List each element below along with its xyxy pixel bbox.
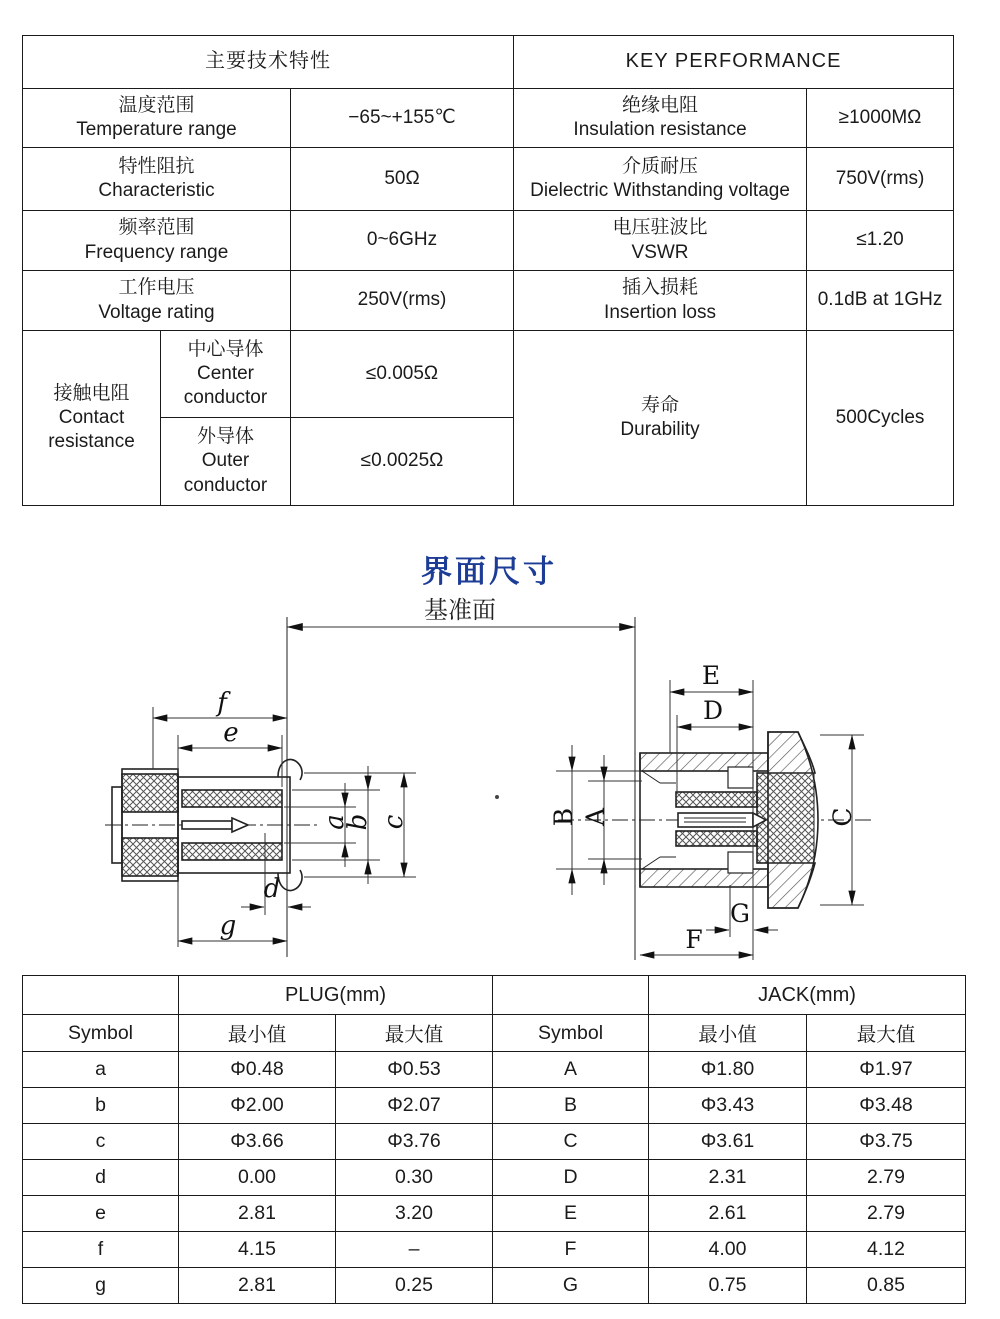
label-zh: 特性阻抗 <box>118 155 195 177</box>
label-zh: 频率范围 <box>118 217 195 239</box>
dim-label-b: b <box>343 813 373 831</box>
plug-group-header: PLUG(mm) <box>179 976 493 1015</box>
dim-label-C: C <box>828 807 857 827</box>
symbol-cell: B <box>493 1088 649 1124</box>
col-header-max: 最大值 <box>807 1015 966 1052</box>
jack-body-hatch-top <box>768 732 815 773</box>
dim-label-B: B <box>549 807 578 827</box>
label-en: Dielectric Withstanding voltage <box>530 180 790 201</box>
spec-header-left: 主要技术特性 <box>23 36 514 89</box>
max-cell: Φ1.97 <box>807 1052 966 1088</box>
spec-value: ≤1.20 <box>807 211 954 271</box>
label-en: Frequency range <box>84 241 229 263</box>
table-row <box>23 1124 966 1160</box>
max-cell: Φ3.48 <box>807 1088 966 1124</box>
spec-row-voltage <box>23 271 954 331</box>
symbol-cell: e <box>23 1196 179 1232</box>
max-cell: 3.20 <box>336 1196 493 1232</box>
spec-row-impedance <box>23 148 954 211</box>
spec-value: 50Ω <box>291 148 514 211</box>
dim-label-f: f <box>217 688 227 718</box>
label-en: Center <box>196 362 255 384</box>
symbol-cell: b <box>23 1088 179 1124</box>
interface-dimension-drawing <box>0 585 1000 970</box>
symbol-cell: C <box>493 1124 649 1160</box>
dim-column-header-row <box>23 1015 966 1052</box>
max-cell: 2.79 <box>807 1196 966 1232</box>
min-cell: 2.31 <box>649 1160 807 1196</box>
spec-label <box>23 211 291 271</box>
symbol-cell: F <box>493 1232 649 1268</box>
dim-label-A: A <box>581 807 610 827</box>
spec-label <box>23 271 291 331</box>
min-cell: Φ3.43 <box>649 1088 807 1124</box>
dim-group-header-row <box>23 976 966 1015</box>
symbol-cell: D <box>493 1160 649 1196</box>
jack-socket <box>678 813 753 827</box>
plug-drawing <box>105 759 318 890</box>
max-cell: Φ2.07 <box>336 1088 493 1124</box>
max-cell: 0.30 <box>336 1160 493 1196</box>
dim-label-a: a <box>320 814 350 830</box>
symbol-cell: f <box>23 1232 179 1268</box>
symbol-cell: g <box>23 1268 179 1304</box>
min-cell: Φ2.00 <box>179 1088 336 1124</box>
min-cell: 2.81 <box>179 1196 336 1232</box>
label-en: Outer <box>201 450 250 472</box>
jack-insulator-bottom <box>676 831 757 846</box>
label-zh: 接触电阻 <box>53 382 130 404</box>
section-title: 界面尺寸 <box>421 554 557 589</box>
plug-insulator-top <box>182 790 282 807</box>
dimension-table <box>22 975 966 1304</box>
jack-chamfer <box>642 857 660 869</box>
spec-label-outer-conductor <box>161 418 291 506</box>
empty-cell <box>23 976 179 1015</box>
spec-label <box>23 89 291 148</box>
spec-row-frequency <box>23 211 954 271</box>
spec-label-contact <box>23 331 161 506</box>
label-en: Durability <box>620 419 700 440</box>
spec-value: −65~+155℃ <box>291 89 514 148</box>
jack-chamfer <box>642 771 660 783</box>
min-cell: Φ0.48 <box>179 1052 336 1088</box>
table-row <box>23 1196 966 1232</box>
label-en: Insertion loss <box>604 301 716 323</box>
spec-row-contact-center <box>23 331 954 418</box>
table-row <box>23 1160 966 1196</box>
plug-knurl-bottom <box>122 838 178 876</box>
table-row <box>23 1268 966 1304</box>
spec-header-right: KEY PERFORMANCE <box>514 36 954 89</box>
spec-header-row <box>23 36 954 89</box>
label-zh: 电压驻波比 <box>612 217 708 239</box>
jack-insulator-block-right <box>768 773 814 863</box>
jack-slot-top <box>728 767 753 788</box>
spec-label <box>514 148 807 211</box>
dim-label-D: D <box>702 696 724 725</box>
plug-knurl-top <box>122 774 178 812</box>
min-cell: 4.00 <box>649 1232 807 1268</box>
spec-value: 500Cycles <box>807 331 954 506</box>
max-cell: 4.12 <box>807 1232 966 1268</box>
col-header-symbol: Symbol <box>23 1015 179 1052</box>
label-en: Contact <box>58 406 125 428</box>
spec-label <box>23 148 291 211</box>
symbol-cell: G <box>493 1268 649 1304</box>
label-en: Insulation resistance <box>573 119 747 140</box>
max-cell: Φ3.76 <box>336 1124 493 1160</box>
max-cell: Φ0.53 <box>336 1052 493 1088</box>
label-en: resistance <box>48 431 135 453</box>
symbol-cell: d <box>23 1160 179 1196</box>
dim-label-e: e <box>223 718 239 748</box>
max-cell: 0.25 <box>336 1268 493 1304</box>
spec-value: 250V(rms) <box>291 271 514 331</box>
spec-value: ≤0.0025Ω <box>291 418 514 506</box>
jack-slot-bottom <box>728 852 753 873</box>
label-en: conductor <box>183 387 268 409</box>
label-zh: 温度范围 <box>118 94 195 116</box>
spec-value: 750V(rms) <box>807 148 954 211</box>
spec-value: ≥1000MΩ <box>807 89 954 148</box>
symbol-cell: E <box>493 1196 649 1232</box>
center-mark-dot <box>495 795 499 799</box>
spec-value: 0~6GHz <box>291 211 514 271</box>
spec-label <box>514 89 807 148</box>
dim-label-g: g <box>219 911 237 941</box>
col-header-min: 最小值 <box>179 1015 336 1052</box>
symbol-cell: a <box>23 1052 179 1088</box>
dim-label-c: c <box>379 814 409 830</box>
spec-value: 0.1dB at 1GHz <box>807 271 954 331</box>
label-zh: 插入损耗 <box>622 277 699 299</box>
min-cell: Φ3.61 <box>649 1124 807 1160</box>
col-header-max: 最大值 <box>336 1015 493 1052</box>
dim-label-F: F <box>685 925 703 954</box>
min-cell: 2.81 <box>179 1268 336 1304</box>
table-row <box>23 1052 966 1088</box>
dim-label-G: G <box>730 899 750 928</box>
max-cell: 0.85 <box>807 1268 966 1304</box>
label-en: conductor <box>183 474 268 496</box>
dim-label-d: d <box>263 874 281 904</box>
min-cell: 4.15 <box>179 1232 336 1268</box>
label-zh: 寿命 <box>641 394 680 416</box>
max-cell: Φ3.75 <box>807 1124 966 1160</box>
label-en: Characteristic <box>98 180 215 201</box>
min-cell: Φ3.66 <box>179 1124 336 1160</box>
label-zh: 绝缘电阻 <box>622 94 699 116</box>
spec-label <box>514 211 807 271</box>
label-en: Voltage rating <box>98 301 215 323</box>
jack-body-hatch-bottom <box>768 863 815 908</box>
label-zh: 外导体 <box>196 426 254 448</box>
min-cell: Φ1.80 <box>649 1052 807 1088</box>
min-cell: 0.00 <box>179 1160 336 1196</box>
table-row <box>23 1088 966 1124</box>
spec-table <box>22 35 954 506</box>
label-zh: 工作电压 <box>118 277 195 299</box>
symbol-cell: A <box>493 1052 649 1088</box>
label-en: VSWR <box>631 241 689 263</box>
min-cell: 2.61 <box>649 1196 807 1232</box>
plug-center-pin <box>182 821 232 829</box>
datum-dimension <box>287 617 635 960</box>
min-cell: 0.75 <box>649 1268 807 1304</box>
spec-label-center-conductor <box>161 331 291 418</box>
col-header-min: 最小值 <box>649 1015 807 1052</box>
spec-label <box>514 271 807 331</box>
spec-label-durability <box>514 331 807 506</box>
jack-group-header: JACK(mm) <box>649 976 966 1015</box>
label-zh: 介质耐压 <box>622 155 699 177</box>
symbol-cell: c <box>23 1124 179 1160</box>
datum-label: 基准面 <box>424 597 496 624</box>
plug-pin-tip <box>232 818 248 832</box>
plug-insulator-bottom <box>182 843 282 860</box>
col-header-symbol: Symbol <box>493 1015 649 1052</box>
spec-value: ≤0.005Ω <box>291 331 514 418</box>
spec-row-temperature <box>23 89 954 148</box>
dim-label-E: E <box>701 661 721 690</box>
max-cell: – <box>336 1232 493 1268</box>
jack-insulator-top <box>676 792 757 807</box>
label-zh: 中心导体 <box>187 338 264 360</box>
max-cell: 2.79 <box>807 1160 966 1196</box>
table-row <box>23 1232 966 1268</box>
label-en: Temperature range <box>76 119 237 140</box>
empty-cell <box>493 976 649 1015</box>
